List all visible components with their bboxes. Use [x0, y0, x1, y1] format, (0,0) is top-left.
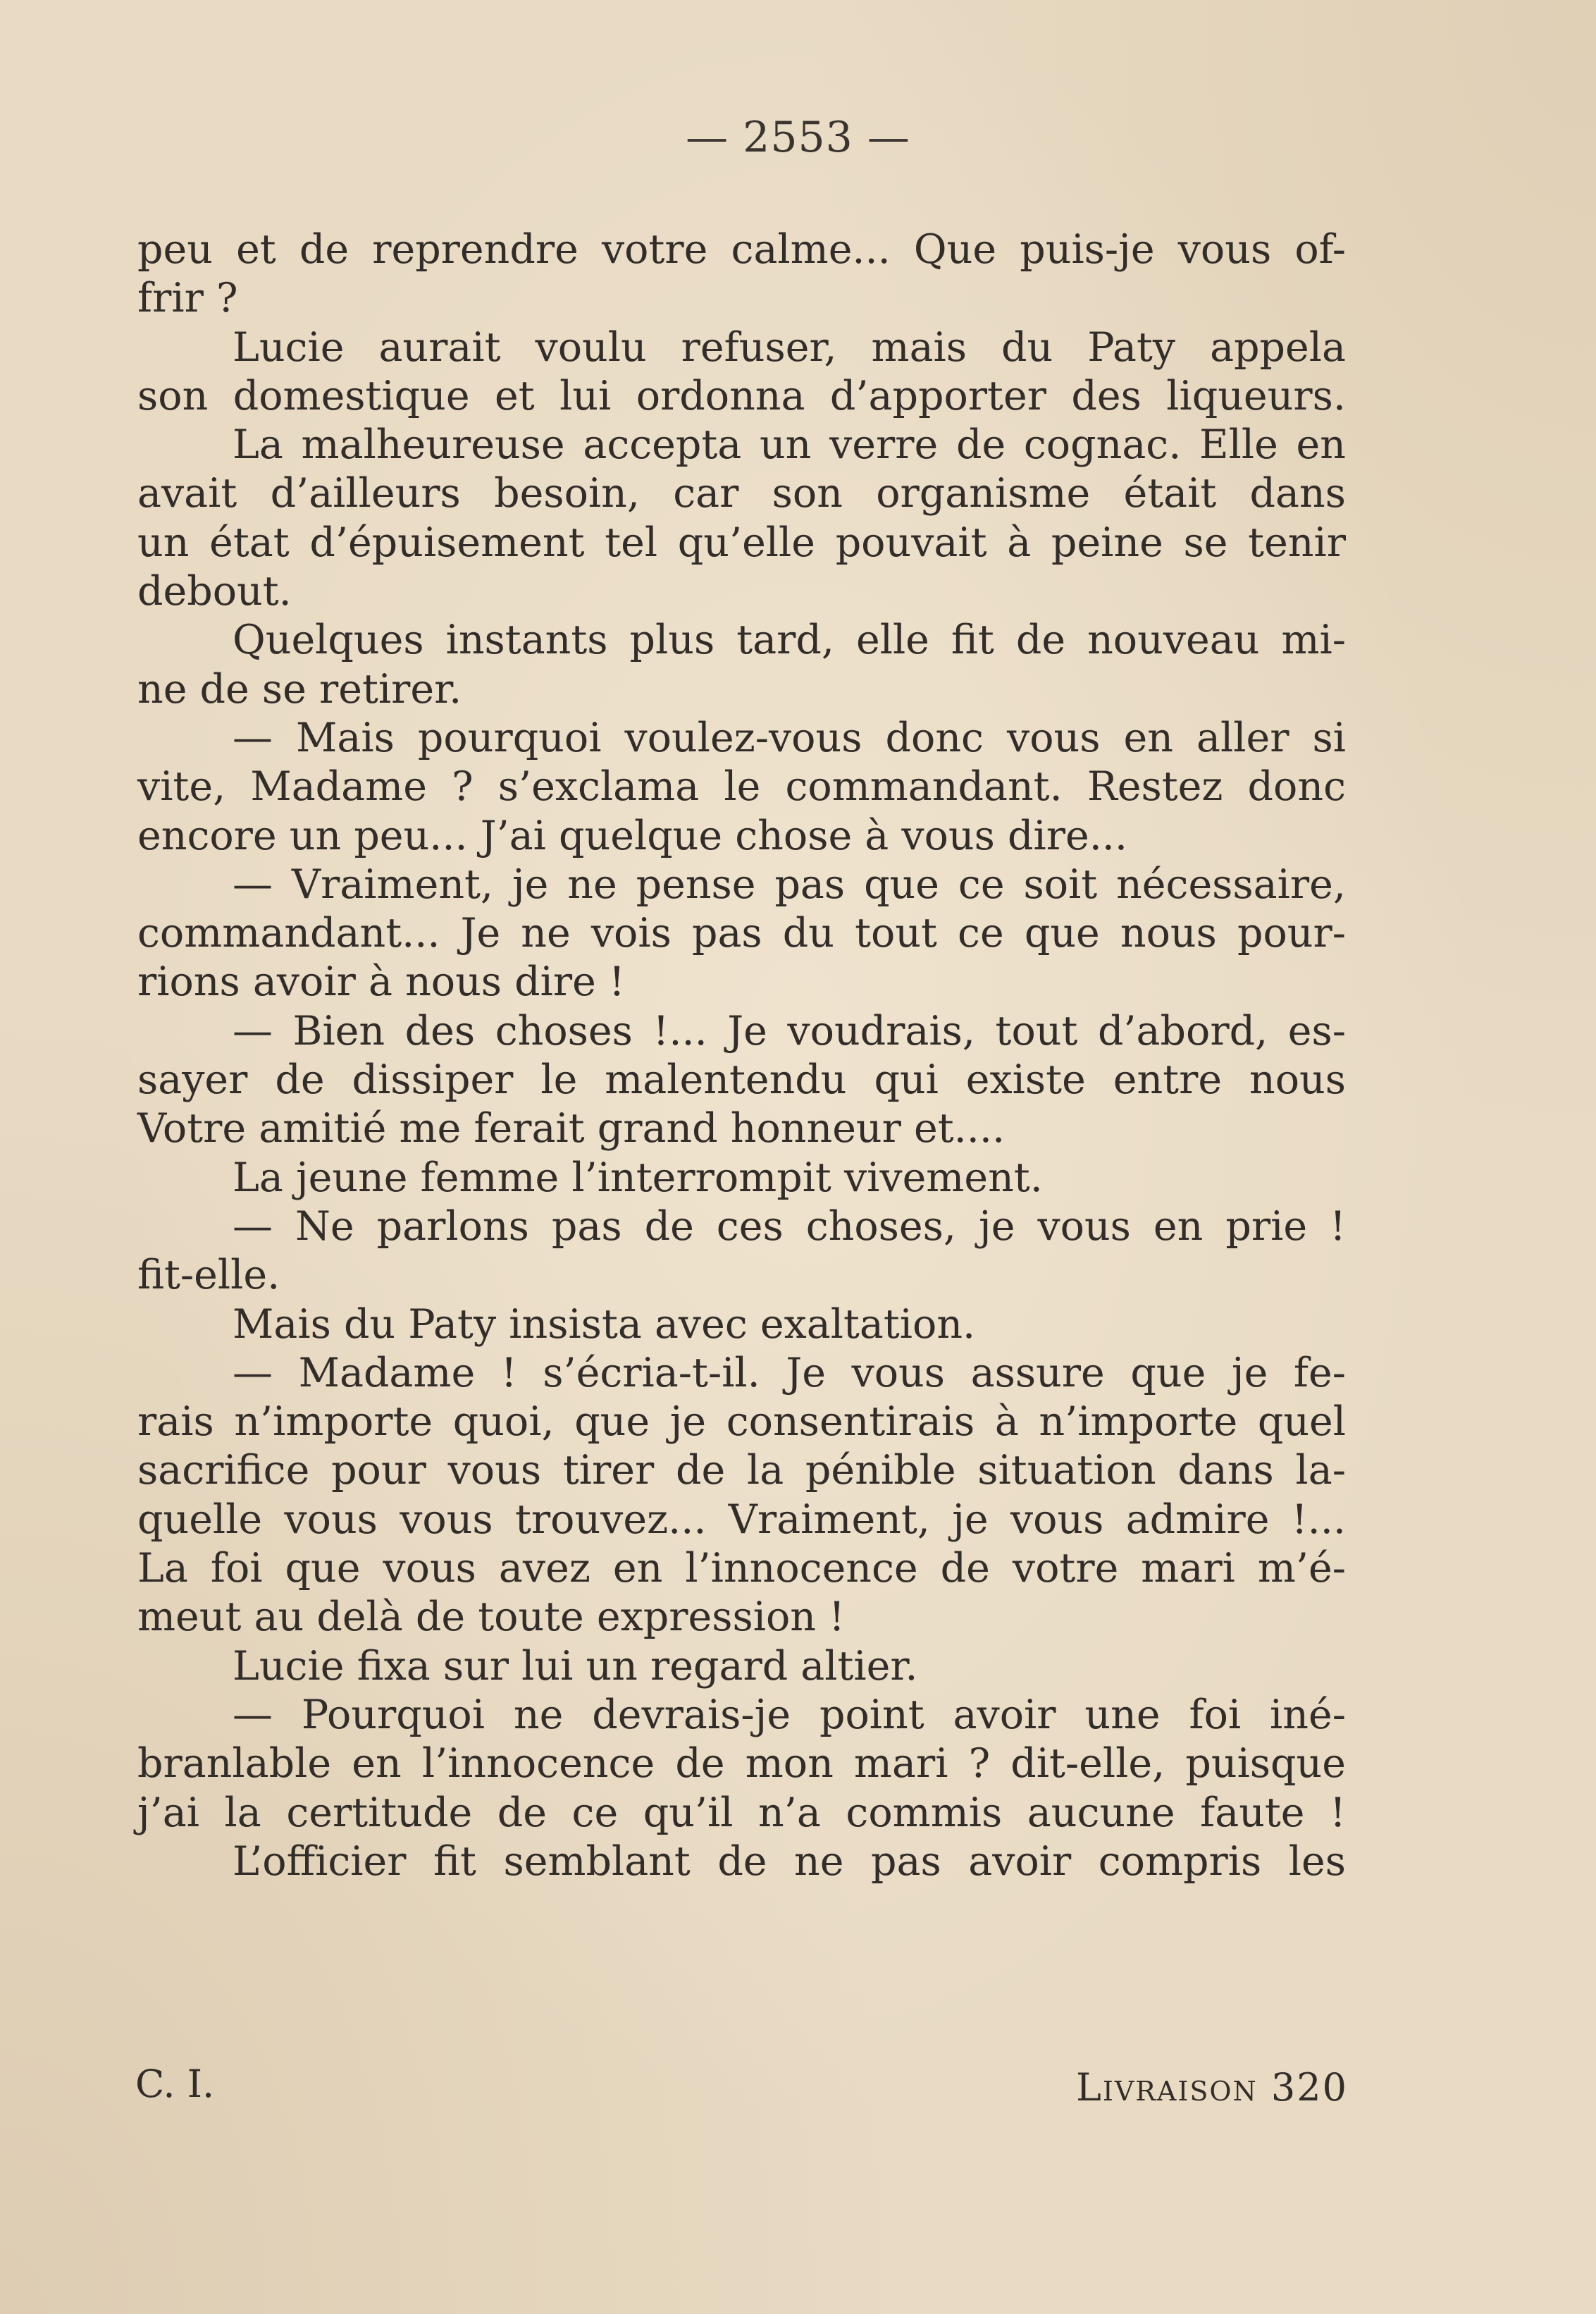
page-number-header: — 2553 — — [686, 113, 910, 162]
footer-livraison: Livraison 320 — [1075, 2065, 1348, 2110]
text-line: frir ? — [137, 275, 238, 322]
text-line: Votre amitié me ferait grand honneur et.... — [137, 1105, 1006, 1152]
text-line: rais n’importe quoi, que je consentirais à n’importe quel — [137, 1398, 1346, 1446]
text-line: peu et de reprendre votre calme... Que puis-je vous of- — [137, 226, 1346, 273]
text-line: — Vraiment, je ne pense pas que ce soit nécessaire, — [233, 861, 1346, 908]
text-line: — Pourquoi ne devrais-je point avoir une foi iné- — [233, 1691, 1346, 1738]
text-line: L’officier fit semblant de ne pas avoir compris les — [233, 1838, 1346, 1885]
text-line: quelle vous vous trouvez... Vraiment, je vous admire !... — [137, 1496, 1346, 1543]
text-line: avait d’ailleurs besoin, car son organisme était dans — [137, 470, 1346, 517]
text-line: rions avoir à nous dire ! — [137, 959, 625, 1006]
text-line: — Mais pourquoi voulez-vous donc vous en aller si — [233, 714, 1346, 761]
text-line: — Bien des choses !... Je voudrais, tout d’abord, es- — [233, 1007, 1346, 1054]
text-line: ne de se retirer. — [137, 665, 462, 713]
text-line: vite, Madame ? s’exclama le commandant. Restez donc — [137, 763, 1346, 811]
text-line: La malheureuse accepta un verre de cognac. Elle en — [233, 421, 1346, 469]
text-line: Quelques instants plus tard, elle fit de nouveau mi- — [233, 617, 1346, 664]
body-text — [137, 226, 1346, 1886]
text-line: fit-elle. — [137, 1252, 280, 1299]
text-line: debout. — [137, 568, 292, 615]
text-line: sayer de dissiper le malentendu qui existe entre nous — [137, 1057, 1346, 1104]
text-line: — Ne parlons pas de ces choses, je vous en prie ! — [233, 1202, 1346, 1250]
text-line: encore un peu... J’ai quelque chose à vous dire... — [137, 812, 1128, 859]
text-line: Lucie fixa sur lui un regard altier. — [233, 1642, 918, 1690]
text-line: — Madame ! s’écria-t-il. Je vous assure que je fe- — [233, 1349, 1346, 1396]
text-line: j’ai la certitude de ce qu’il n’a commis aucune faute ! — [137, 1789, 1346, 1836]
text-line: meut au delà de toute expression ! — [137, 1594, 846, 1641]
text-line: Mais du Paty insista avec exaltation. — [233, 1300, 976, 1348]
footer-signature: C. I. — [135, 2062, 215, 2106]
text-line: La foi que vous avez en l’innocence de votre mari m’é- — [137, 1545, 1346, 1592]
text-line: commandant... Je ne vois pas du tout ce que nous pour- — [137, 910, 1346, 957]
text-line: sacrifice pour vous tirer de la pénible situation dans la- — [137, 1447, 1346, 1494]
text-line: son domestique et lui ordonna d’apporter des liqueurs. — [137, 372, 1346, 419]
text-line: Lucie aurait voulu refuser, mais du Paty appela — [233, 324, 1346, 371]
text-line: branlable en l’innocence de mon mari ? dit-elle, puisque — [137, 1740, 1346, 1787]
text-line: La jeune femme l’interrompit vivement. — [233, 1154, 1043, 1201]
text-line: un état d’épuisement tel qu’elle pouvait à peine se tenir — [137, 519, 1346, 566]
